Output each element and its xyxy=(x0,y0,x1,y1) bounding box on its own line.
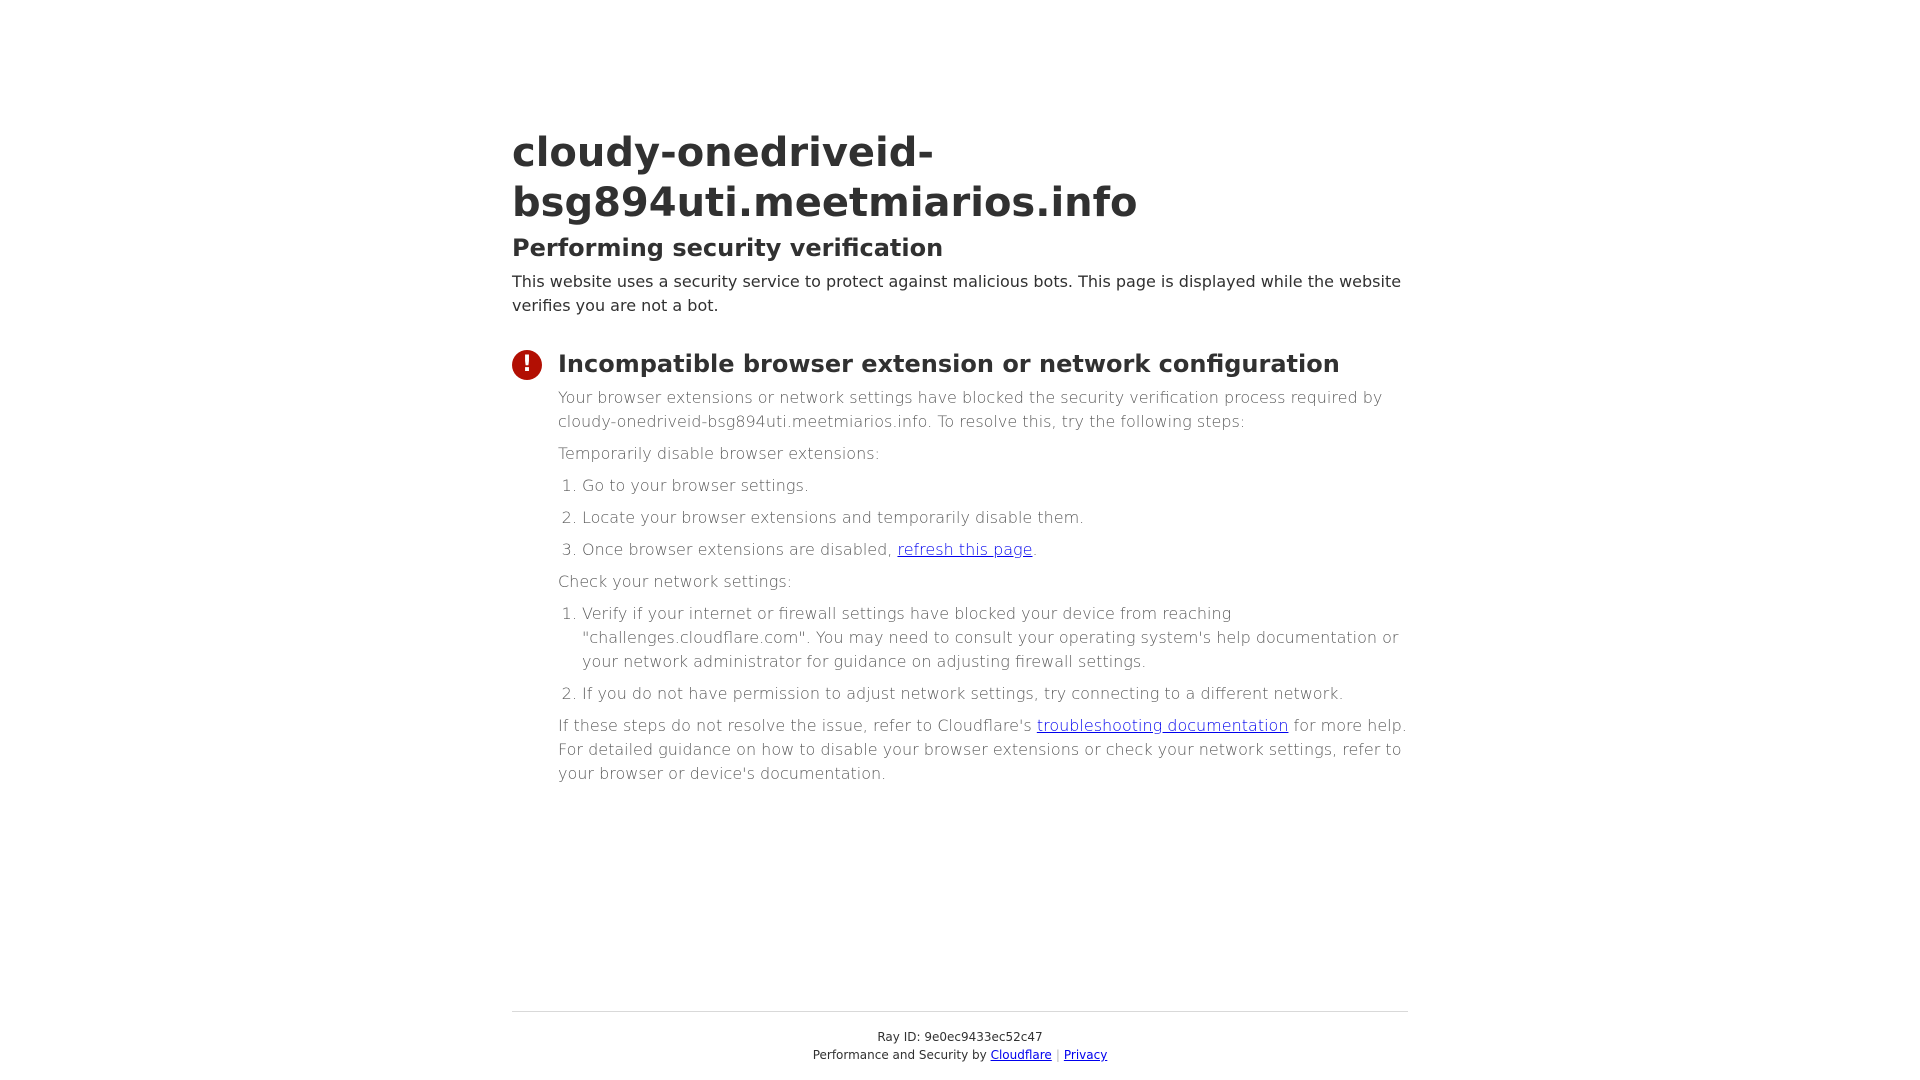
intro-text: This website uses a security service to protect against malicious bots. This page is displayed while the website verifies you are not a bot. xyxy=(512,272,1402,315)
network-heading: Check your network settings: xyxy=(558,572,793,591)
performance-line xyxy=(512,1046,1408,1064)
error-details xyxy=(558,386,1408,786)
main-content xyxy=(512,128,1408,794)
cloudflare-link[interactable]: Cloudflare xyxy=(990,1048,1052,1062)
list-item: 2. If you do not have permission to adjust network settings, try connecting to a different network. xyxy=(582,682,1408,706)
network-steps-list xyxy=(558,602,1408,706)
list-item: 2. Locate your browser extensions and temporarily disable them. xyxy=(582,506,1408,530)
troubleshooting-documentation-link[interactable]: troubleshooting documentation xyxy=(1036,716,1289,735)
error-section xyxy=(512,348,1408,786)
error-title: Incompatible browser extension or network configuration xyxy=(558,350,1340,378)
footer xyxy=(512,1011,1408,1064)
ray-id-label: Ray ID: xyxy=(877,1030,925,1044)
extensions-heading: Temporarily disable browser extensions: xyxy=(558,444,880,463)
step-text-suffix: . xyxy=(1032,540,1038,559)
exclamation-circle-icon: ! xyxy=(512,350,542,380)
refresh-page-link[interactable]: refresh this page xyxy=(897,540,1033,559)
site-title: cloudy-onedriveid-bsg894uti.meetmiarios.info xyxy=(512,130,1138,226)
list-item xyxy=(582,538,1408,562)
ray-id xyxy=(512,1028,1408,1046)
closing-text xyxy=(558,714,1408,786)
list-item: 1. Verify if your internet or firewall settings have blocked your device from reaching "challenges.cloudflare.com". You may need to consult your operating system's help documentation or your network administrator for guidance on adjusting firewall settings. xyxy=(582,602,1408,674)
extensions-steps-list xyxy=(558,474,1408,562)
error-description: Your browser extensions or network settings have blocked the security verification process required by cloudy-onedriveid-bsg894uti.meetmiarios.info. To resolve this, try the following steps: xyxy=(558,388,1383,431)
closing-prefix: If these steps do not resolve the issue, refer to Cloudflare's xyxy=(558,716,1037,735)
ray-id-value: 9e0ec9433ec52c47 xyxy=(924,1030,1043,1044)
privacy-link[interactable]: Privacy xyxy=(1063,1048,1108,1062)
page-subtitle: Performing security verification xyxy=(512,234,944,262)
footer-separator: | xyxy=(1055,1048,1060,1062)
performance-label: Performance and Security by xyxy=(812,1048,991,1062)
list-item: 1. Go to your browser settings. xyxy=(582,474,1408,498)
step-text: Once browser extensions are disabled, xyxy=(582,540,898,559)
closing-suffix: for more help. For detailed guidance on how to disable your browser extensions or check your network settings, refer to your browser or device's documentation. xyxy=(558,716,1407,783)
